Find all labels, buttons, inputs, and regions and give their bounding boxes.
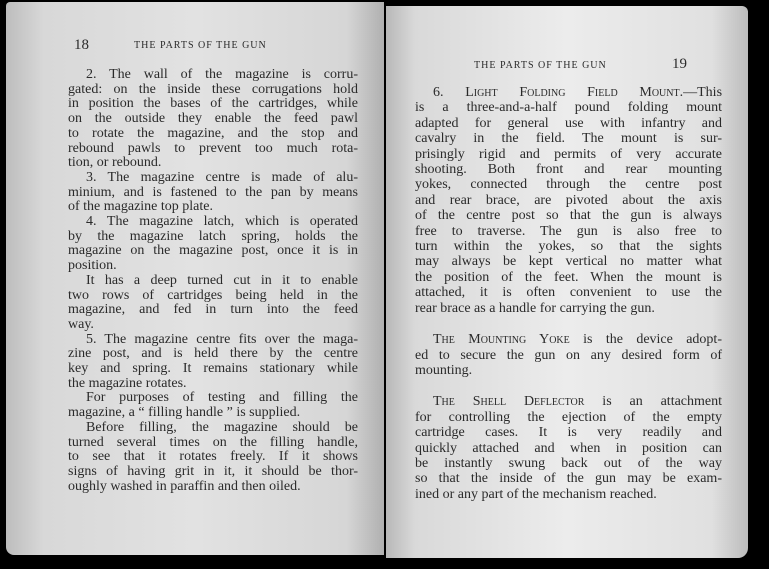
text-line bbox=[68, 215, 358, 230]
line-text: quickly attached and when in position can bbox=[415, 440, 722, 456]
line-text: 6. bbox=[433, 85, 466, 100]
page-number: 19 bbox=[672, 56, 687, 72]
text-line bbox=[68, 391, 358, 406]
text-line bbox=[415, 177, 722, 192]
line-text: 4. The magazine latch, which is operated bbox=[86, 214, 358, 230]
text-line bbox=[68, 465, 358, 480]
line-text: and rear brace, are pivoted about the axis bbox=[415, 192, 722, 208]
line-text: rear brace as a handle for carrying the gun. bbox=[415, 300, 655, 316]
line-text: for controlling the ejection of the empty bbox=[415, 409, 722, 425]
line-text: position. bbox=[68, 258, 117, 274]
line-text: rebound pawls to prevent too much rota- bbox=[68, 140, 358, 156]
text-line bbox=[68, 289, 358, 304]
page-body bbox=[68, 68, 358, 494]
line-text: gated: on the inside these corrugations hold bbox=[68, 81, 358, 97]
text-line bbox=[415, 332, 722, 347]
line-text: of the centre post so that the gun is always bbox=[415, 208, 722, 224]
line-text: magazine on the magazine post, once it is in bbox=[68, 243, 358, 259]
text-line bbox=[415, 363, 722, 378]
line-text: key and spring. It remains stationary while bbox=[68, 361, 358, 377]
line-text: is the device adopt- bbox=[569, 332, 722, 348]
text-line bbox=[68, 406, 358, 421]
line-text: zine post, and is held there by the centre bbox=[68, 346, 358, 362]
line-text: is a three-and-a-half pound folding mount bbox=[415, 100, 722, 116]
text-line bbox=[68, 186, 358, 201]
text-line bbox=[68, 171, 358, 186]
text-line bbox=[415, 270, 722, 285]
line-text: on the outside they enable the feed pawl bbox=[68, 111, 358, 127]
line-text: of the magazine top plate. bbox=[68, 199, 213, 215]
line-text: be instantly swung back out of the way bbox=[415, 455, 722, 471]
text-line bbox=[415, 208, 722, 223]
text-line bbox=[415, 301, 722, 316]
text-line bbox=[68, 156, 358, 171]
text-line bbox=[415, 239, 722, 254]
line-text: free to traverse. The gun is also free to bbox=[415, 223, 722, 239]
paragraph-gap bbox=[415, 316, 722, 332]
line-text: magazine, a “ filling handle ” is supplied. bbox=[68, 405, 301, 421]
text-line bbox=[68, 97, 358, 112]
page-number: 18 bbox=[74, 37, 89, 53]
text-line bbox=[68, 112, 358, 127]
text-line bbox=[68, 333, 358, 348]
text-line bbox=[415, 162, 722, 177]
line-text: prisingly rigid and permits of very accurate bbox=[415, 146, 722, 162]
line-text: ed to secure the gun on any desired form of bbox=[415, 347, 722, 363]
text-line bbox=[415, 147, 722, 162]
line-text: signs of having grit in it, it should be thor- bbox=[68, 463, 358, 479]
small-caps-heading: Light Folding Field Mount. bbox=[465, 85, 684, 100]
line-text: minium, and is fastened to the pan by means bbox=[68, 184, 358, 200]
line-text: —This bbox=[683, 85, 723, 100]
text-line bbox=[68, 244, 358, 259]
text-line bbox=[415, 85, 722, 100]
text-line bbox=[415, 254, 722, 269]
text-line bbox=[68, 142, 358, 157]
line-text: 5. The magazine centre fits over the maga- bbox=[86, 331, 358, 347]
line-text: so that the inside of the gun may be exam- bbox=[415, 471, 722, 487]
text-line bbox=[68, 362, 358, 377]
line-text: cartridge cases. It is very readily and bbox=[415, 425, 722, 441]
text-line bbox=[415, 456, 722, 471]
left-page bbox=[6, 2, 384, 555]
text-line bbox=[68, 83, 358, 98]
line-text: 2. The wall of the magazine is corru- bbox=[86, 67, 358, 82]
line-text: cavalry in the field. The mount is sur- bbox=[415, 131, 722, 147]
running-head: THE PARTS OF THE GUN bbox=[134, 40, 267, 51]
page-body bbox=[415, 85, 722, 502]
text-line bbox=[68, 303, 358, 318]
text-line bbox=[68, 200, 358, 215]
text-line bbox=[415, 441, 722, 456]
text-line bbox=[68, 318, 358, 333]
line-text: yokes, connected through the centre post bbox=[415, 177, 722, 193]
text-line bbox=[68, 127, 358, 142]
text-line bbox=[415, 100, 722, 115]
running-head: THE PARTS OF THE GUN bbox=[474, 60, 607, 71]
line-text: turn within the yokes, so that the sights bbox=[415, 239, 722, 255]
text-line bbox=[415, 285, 722, 300]
line-text: turned several times on the filling handle, bbox=[68, 434, 358, 450]
line-text: adapted for general use with infantry and bbox=[415, 115, 722, 131]
text-line bbox=[68, 450, 358, 465]
text-line bbox=[68, 377, 358, 392]
text-line bbox=[415, 116, 722, 131]
right-page bbox=[386, 6, 748, 558]
line-text: 3. The magazine centre is made of alu- bbox=[86, 169, 358, 185]
text-line bbox=[415, 348, 722, 363]
line-text: to rotate the magazine, and the stop and bbox=[68, 125, 358, 141]
small-caps-heading: The Mounting Yoke bbox=[433, 332, 570, 348]
text-line bbox=[415, 131, 722, 146]
text-line bbox=[68, 436, 358, 451]
line-text: shooting. Both front and rear mounting bbox=[415, 162, 722, 178]
line-text: two rows of cartridges being held in the bbox=[68, 287, 358, 303]
text-line bbox=[68, 274, 358, 289]
text-line bbox=[68, 421, 358, 436]
text-line bbox=[68, 480, 358, 495]
text-line bbox=[415, 487, 722, 502]
line-text: It has a deep turned cut in it to enable bbox=[86, 272, 358, 288]
line-text: tion, or rebound. bbox=[68, 155, 162, 171]
line-text: may always be kept vertical no matter what bbox=[415, 254, 722, 270]
line-text: For purposes of testing and filling the bbox=[86, 390, 358, 406]
paragraph-gap bbox=[415, 378, 722, 394]
line-text: mounting. bbox=[415, 362, 473, 378]
line-text: attached, it is often convenient to use the bbox=[415, 285, 722, 301]
line-text: ined or any part of the mechanism reached. bbox=[415, 486, 657, 502]
text-line bbox=[415, 394, 722, 409]
text-line bbox=[68, 259, 358, 274]
text-line bbox=[415, 193, 722, 208]
line-text: magazine, and fed in turn into the feed bbox=[68, 302, 358, 318]
line-text: in position the bases of the cartridges, while bbox=[68, 96, 358, 112]
text-line bbox=[415, 224, 722, 239]
text-line bbox=[68, 68, 358, 83]
text-line bbox=[415, 471, 722, 486]
small-caps-heading: The Shell Deflector bbox=[433, 394, 585, 410]
line-text: way. bbox=[68, 316, 94, 332]
text-line bbox=[415, 425, 722, 440]
line-text: is an attachment bbox=[584, 394, 723, 410]
line-text: by the magazine latch spring, holds the bbox=[68, 228, 358, 244]
line-text: the magazine rotates. bbox=[68, 375, 187, 391]
line-text: the position of the feet. When the mount is bbox=[415, 269, 722, 285]
text-line bbox=[415, 410, 722, 425]
line-text: oughly washed in paraffin and then oiled. bbox=[68, 478, 301, 494]
text-line bbox=[68, 347, 358, 362]
line-text: Before filling, the magazine should be bbox=[86, 419, 358, 435]
text-line bbox=[68, 230, 358, 245]
line-text: to see that it rotates freely. If it shows bbox=[68, 449, 358, 465]
